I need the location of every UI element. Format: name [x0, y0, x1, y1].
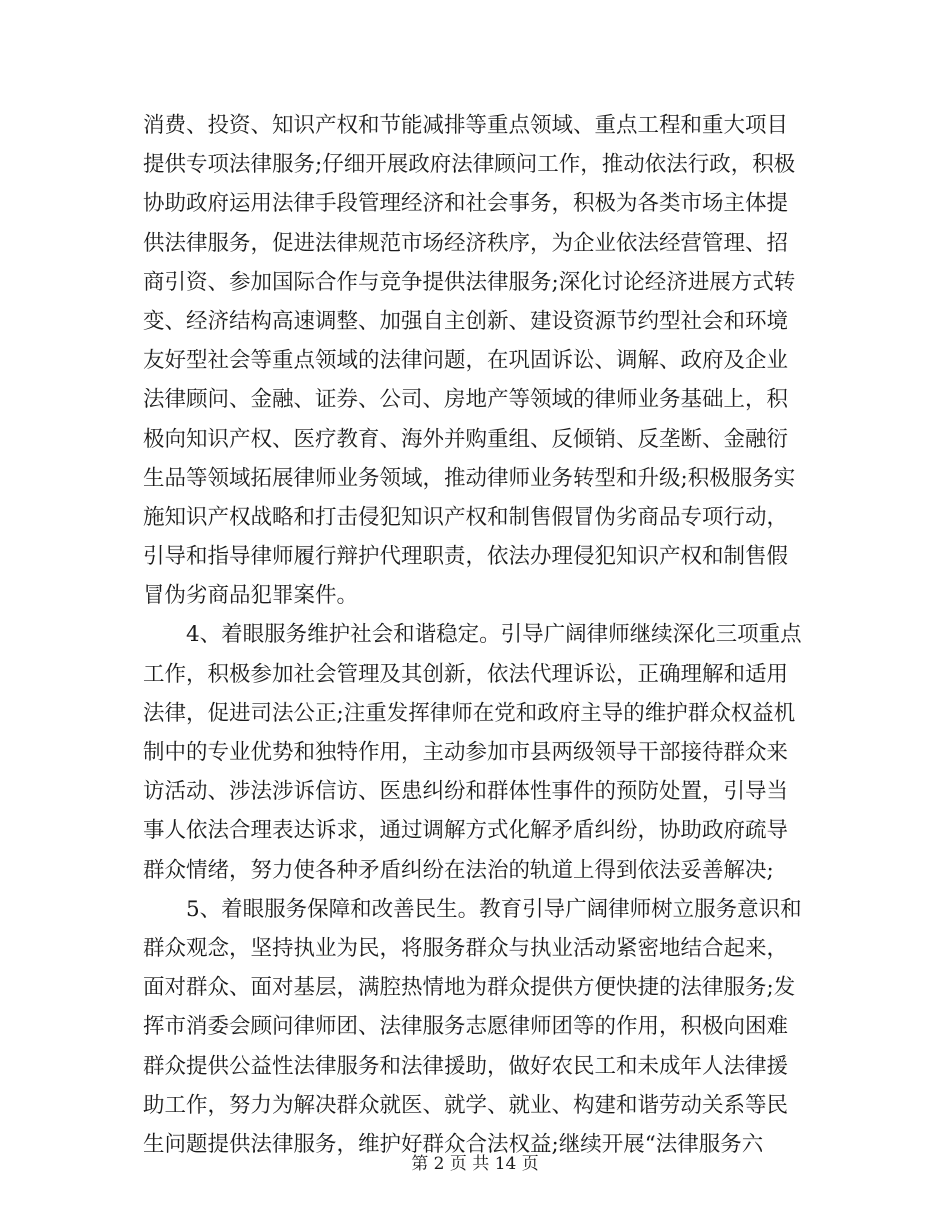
text-line: 法律，促进司法公正;注重发挥律师在党和政府主导的维护群众权益机: [143, 700, 796, 726]
text-line: 施知识产权战略和打击侵犯知识产权和制售假冒伪劣商品专项行动，: [143, 504, 789, 530]
text-line: 引导和指导律师履行辩护代理职责，依法办理侵犯知识产权和制售假: [143, 544, 789, 570]
text-line: 提供专项法律服务;仔细开展政府法律顾问工作，推动依法行政，积极: [143, 152, 796, 178]
paragraph-first-line: 5、着眼服务保障和改善民生。教育引导广阔律师树立服务意识和: [186, 896, 802, 922]
text-line: 极向知识产权、医疗教育、海外并购重组、反倾销、反垄断、金融衍: [143, 426, 789, 452]
text-line: 法律顾问、金融、证券、公司、房地产等领域的律师业务基础上，积: [143, 387, 789, 413]
document-body: [143, 106, 803, 1164]
text-line: 访活动、涉法涉诉信访、医患纠纷和群体性事件的预防处置，引导当: [143, 779, 789, 805]
text-line: 群众提供公益性法律服务和法律援助，做好农民工和未成年人法律援: [143, 1053, 789, 1079]
text-line: 商引资、参加国际合作与竞争提供法律服务;深化讨论经济进展方式转: [143, 269, 796, 295]
text-line: 供法律服务，促进法律规范市场经济秩序，为企业依法经营管理、招: [143, 230, 789, 256]
text-line: 事人依法合理表达诉求，通过调解方式化解矛盾纠纷，协助政府疏导: [143, 818, 789, 844]
text-line: 挥市消委会顾问律师团、法律服务志愿律师团等的作用，积极向困难: [143, 1014, 789, 1040]
text-line: 变、经济结构高速调整、加强自主创新、建设资源节约型社会和环境: [143, 308, 789, 334]
text-line: 协助政府运用法律手段管理经济和社会事务，积极为各类市场主体提: [143, 191, 789, 217]
text-line: 消费、投资、知识产权和节能减排等重点领域、重点工程和重大项目: [143, 113, 789, 138]
paragraph-first-line: 4、着眼服务维护社会和谐稳定。引导广阔律师继续深化三项重点: [186, 622, 802, 648]
text-line: 助工作，努力为解决群众就医、就学、就业、构建和谐劳动关系等民: [143, 1092, 789, 1118]
text-line: 友好型社会等重点领域的法律问题，在巩固诉讼、调解、政府及企业: [143, 348, 789, 374]
text-line: 面对群众、面对基层，满腔热情地为群众提供方便快捷的法律服务;发: [143, 975, 796, 1001]
text-line: 生品等领域拓展律师业务领域，推动律师业务转型和升级;积极服务实: [143, 465, 796, 491]
page-number-footer: 第 2 页 共 14 页: [411, 1154, 539, 1174]
text-line: 制中的专业优势和独特作用，主动参加市县两级领导干部接待群众来: [143, 740, 789, 765]
text-line: 群众情绪，努力使各种矛盾纠纷在法治的轨道上得到依法妥善解决;: [143, 857, 774, 883]
text-line: 工作，积极参加社会管理及其创新，依法代理诉讼，正确理解和适用: [143, 661, 789, 687]
text-line: 群众观念，坚持执业为民，将服务群众与执业活动紧密地结合起来，: [143, 935, 789, 961]
text-line: 冒伪劣商品犯罪案件。: [143, 583, 359, 609]
text-line: 生问题提供法律服务，维护好群众合法权益;继续开展“法律服务六: [143, 1131, 764, 1157]
